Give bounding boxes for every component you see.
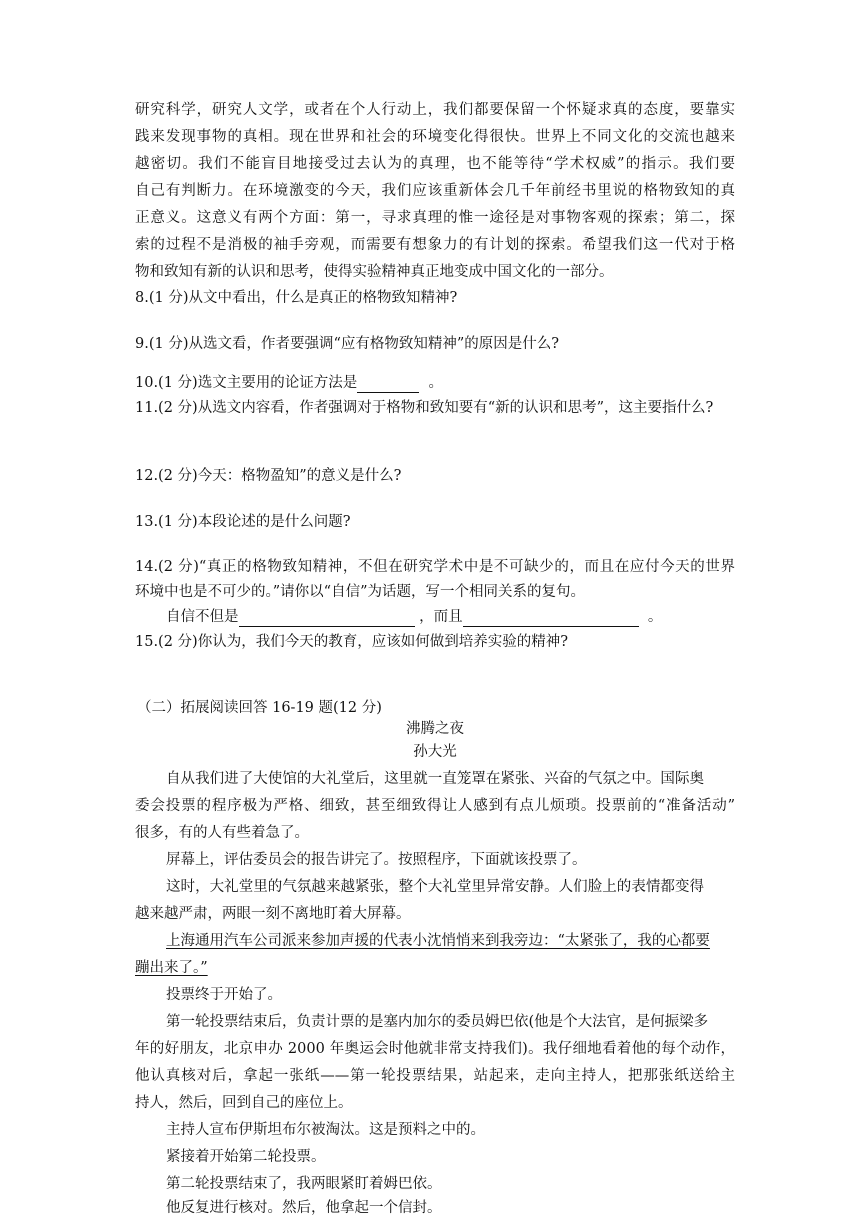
article-line: 越来越严肃，两眼一刻不离地盯着大屏幕。	[135, 906, 411, 922]
question-14: 14.(2 分)“真正的格物致知精神，不但在研究学术中是不可缺少的，而且在应付今天的世界	[135, 559, 735, 575]
fill-end: 。	[647, 609, 663, 625]
underlined-sentence-cont: 蹦出来了。”	[135, 960, 208, 976]
passage-line: 研究科学，研究人文学，或者在个人行动上，我们都要保留一个怀疑求真的态度，要靠实	[135, 102, 735, 118]
article-line: 他反复进行核对。然后，他拿起一个信封。	[166, 1200, 442, 1216]
article-line: 屏幕上，评估委员会的报告讲完了。按照程序，下面就该投票了。	[166, 852, 587, 868]
passage-line: 自己有判断力。在环境激变的今天，我们应该重新体会几千年前经书里说的格物致知的真	[135, 183, 735, 199]
answer-blank[interactable]	[357, 376, 419, 393]
article-line: 委会投票的程序极为严格、细致，甚至细致得让人感到有点儿烦琐。投票前的“准备活动”	[135, 798, 735, 814]
question-15: 15.(2 分)你认为，我们今天的教育，应该如何做到培养实验的精神?	[135, 634, 568, 650]
answer-blank[interactable]	[463, 610, 639, 627]
article-author: 孙大光	[413, 744, 457, 760]
article-line: 紧接着开始第二轮投票。	[166, 1149, 326, 1165]
article-line: 持人，然后，回到自己的座位上。	[135, 1095, 353, 1111]
article-line: 他认真核对后，拿起一张纸——第一轮投票结果，站起来，走向主持人，把那张纸送给主	[135, 1068, 735, 1084]
question-8: 8.(1 分)从文中看出，什么是真正的格物致知精神?	[135, 290, 458, 306]
question-10-text: 10.(1 分)选文主要用的论证方法是	[135, 375, 358, 391]
question-14-cont: 环境中也是不可少的。”请你以“自信”为话题，写一个相同关系的复句。	[135, 584, 585, 600]
fill-middle: ，而且	[419, 609, 463, 625]
article-line: 自从我们进了大使馆的大礼堂后，这里就一直笼罩在紧张、兴奋的气氛之中。国际奥	[166, 771, 704, 787]
article-line: 很多，有的人有些着急了。	[135, 825, 309, 841]
question-10-end: 。	[428, 375, 443, 391]
question-11: 11.(2 分)从选文内容看，作者强调对于格物和致知要有“新的认识和思考”，这主要指什么?	[135, 400, 714, 416]
answer-blank[interactable]	[239, 610, 415, 627]
article-line: 第一轮投票结束后，负责计票的是塞内加尔的委员姆巴依(他是个大法官，是何振梁多	[166, 1014, 709, 1030]
passage-line: 索的过程不是消极的袖手旁观，而需要有想象力的有计划的探索。希望我们这一代对于格	[135, 237, 735, 253]
article-line: 第二轮投票结束了，我两眼紧盯着姆巴依。	[166, 1176, 442, 1192]
article-title: 沸腾之夜	[406, 721, 464, 737]
question-13: 13.(1 分)本段论述的是什么问题?	[135, 514, 351, 530]
section-heading: （二）拓展阅读回答 16-19 题(12 分)	[137, 700, 382, 716]
article-line: 主持人宣布伊斯坦布尔被淘汰。这是预料之中的。	[166, 1122, 485, 1138]
question-12: 12.(2 分)今天：格物盈知”的意义是什么?	[135, 468, 402, 484]
article-line: 投票终于开始了。	[166, 987, 282, 1003]
question-14-fill	[166, 607, 662, 627]
passage-line: 物和致知有新的认识和思考，使得实验精神真正地变成中国文化的一部分。	[135, 264, 614, 280]
passage-line: 正意义。这意义有两个方面：第一，寻求真理的惟一途径是对事物客观的探索；第二，探	[135, 210, 735, 226]
question-9: 9.(1 分)从选文看，作者要强调“应有格物致知精神”的原因是什么?	[135, 336, 560, 352]
article-line: 这时，大礼堂里的气氛越来越紧张，整个大礼堂里异常安静。人们脸上的表情都变得	[166, 879, 704, 895]
underlined-sentence: 上海通用汽车公司派来参加声援的代表小沈悄悄来到我旁边：“太紧张了，我的心都要	[166, 933, 710, 949]
article-line: 年的好朋友，北京申办 2000 年奥运会时他就非常支持我们)。我仔细地看着他的每个动作，	[135, 1041, 735, 1057]
question-10	[135, 373, 443, 393]
passage-line: 践来发现事物的真相。现在世界和社会的环境变化得很快。世界上不同文化的交流也越来	[135, 129, 735, 145]
fill-prefix: 自信不但是	[166, 609, 239, 625]
passage-line: 越密切。我们不能盲目地接受过去认为的真理，也不能等待“学术权威”的指示。我们要	[135, 156, 735, 172]
